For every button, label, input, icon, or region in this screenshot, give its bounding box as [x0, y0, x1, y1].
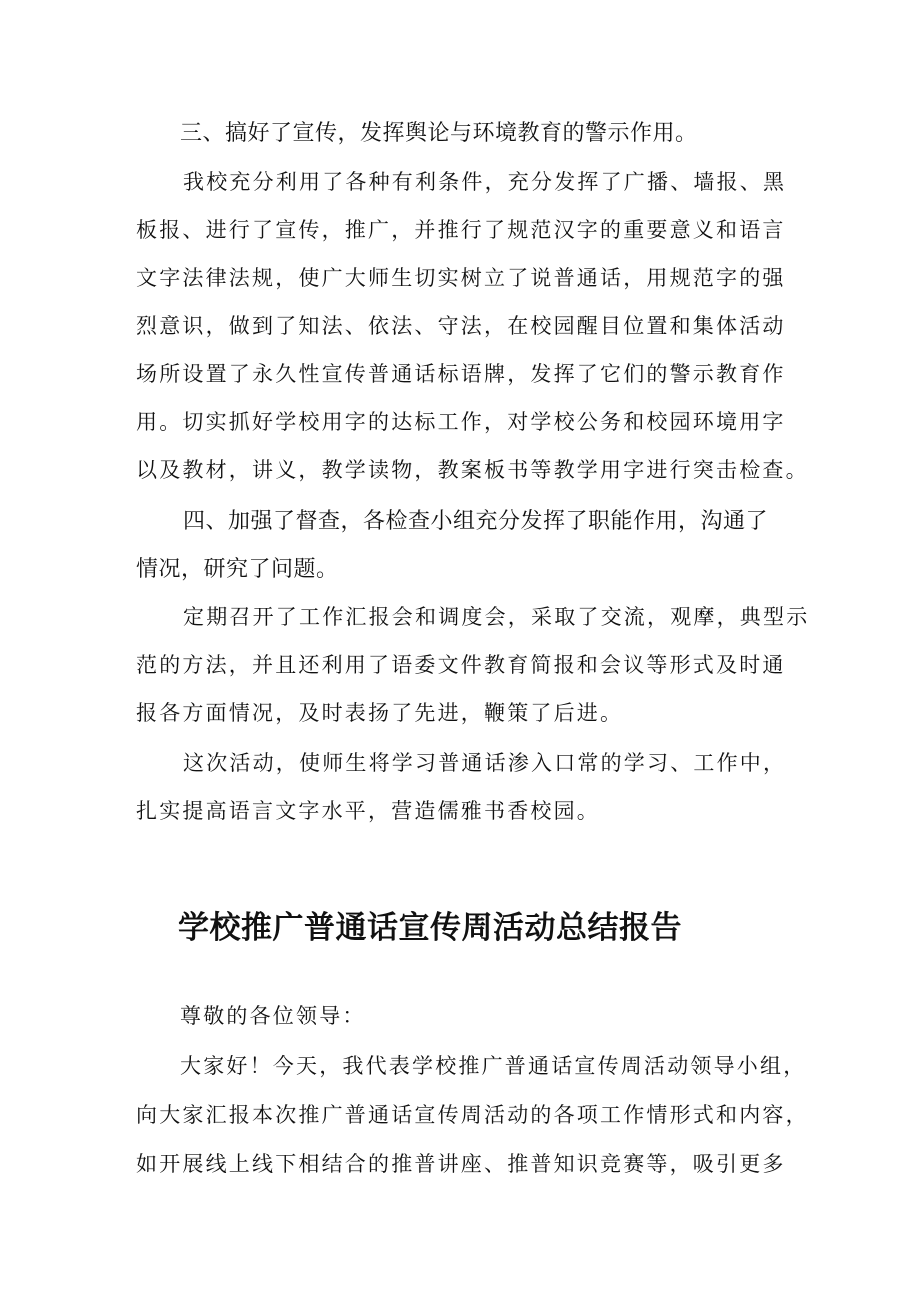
section-4-line-2: 范的方法，并且还利用了语委文件教育简报和会议等形式及时通	[136, 653, 786, 677]
section-3-line-3: 文字法律法规，使广大师生切实树立了说普通话，用规范字的强	[136, 266, 786, 290]
section-4-heading-line-1: 四、加强了督查，各检查小组充分发挥了职能作用，沟通了	[183, 509, 769, 534]
report-salutation: 尊敬的各位领导：	[180, 1004, 366, 1028]
section-3-line-4: 烈意识，做到了知法、依法、守法，在校园醒目位置和集体活动	[136, 314, 786, 338]
section-3-line-1: 我校充分利用了各种有利条件，充分发挥了广播、墙报、黑	[183, 170, 787, 194]
section-3-line-5: 场所设置了永久性宣传普通话标语牌，发挥了它们的警示教育作	[136, 362, 786, 386]
section-4-line-1: 定期召开了工作汇报会和调度会，采取了交流，观摩，典型示	[183, 605, 810, 629]
report-title: 学校推广普通话宣传周活动总结报告	[178, 910, 682, 946]
report-line-3: 如开展线上线下相结合的推普讲座、推普知识竞赛等，吸引更多	[136, 1152, 786, 1176]
section-4-line-3: 报各方面情况，及时表扬了先进，鞭策了后进。	[136, 701, 624, 725]
report-line-2: 向大家汇报本次推广普通话宣传周活动的各项工作情形式和内容，	[136, 1103, 809, 1127]
section-4-heading-line-2: 情况，研究了问题。	[136, 557, 339, 582]
section-3-line-7: 以及教材，讲义，教学读物，教案板书等教学用字进行突击检查。	[136, 458, 809, 482]
closing-line-1: 这次活动，使师生将学习普通话渗入口常的学习、工作中，	[183, 751, 787, 775]
section-3-line-6: 用。切实抓好学校用字的达标工作，对学校公务和校园环境用字	[136, 410, 786, 434]
section-3-line-2: 板报、进行了宣传，推广，并推行了规范汉字的重要意义和语言	[136, 218, 786, 242]
closing-line-2: 扎实提高语言文字水平，营造儒雅书香校园。	[136, 799, 600, 823]
report-line-1: 大家好！今天，我代表学校推广普通话宣传周活动领导小组，	[180, 1054, 807, 1078]
section-3-heading: 三、搞好了宣传，发挥舆论与环境教育的警示作用。	[180, 121, 698, 146]
